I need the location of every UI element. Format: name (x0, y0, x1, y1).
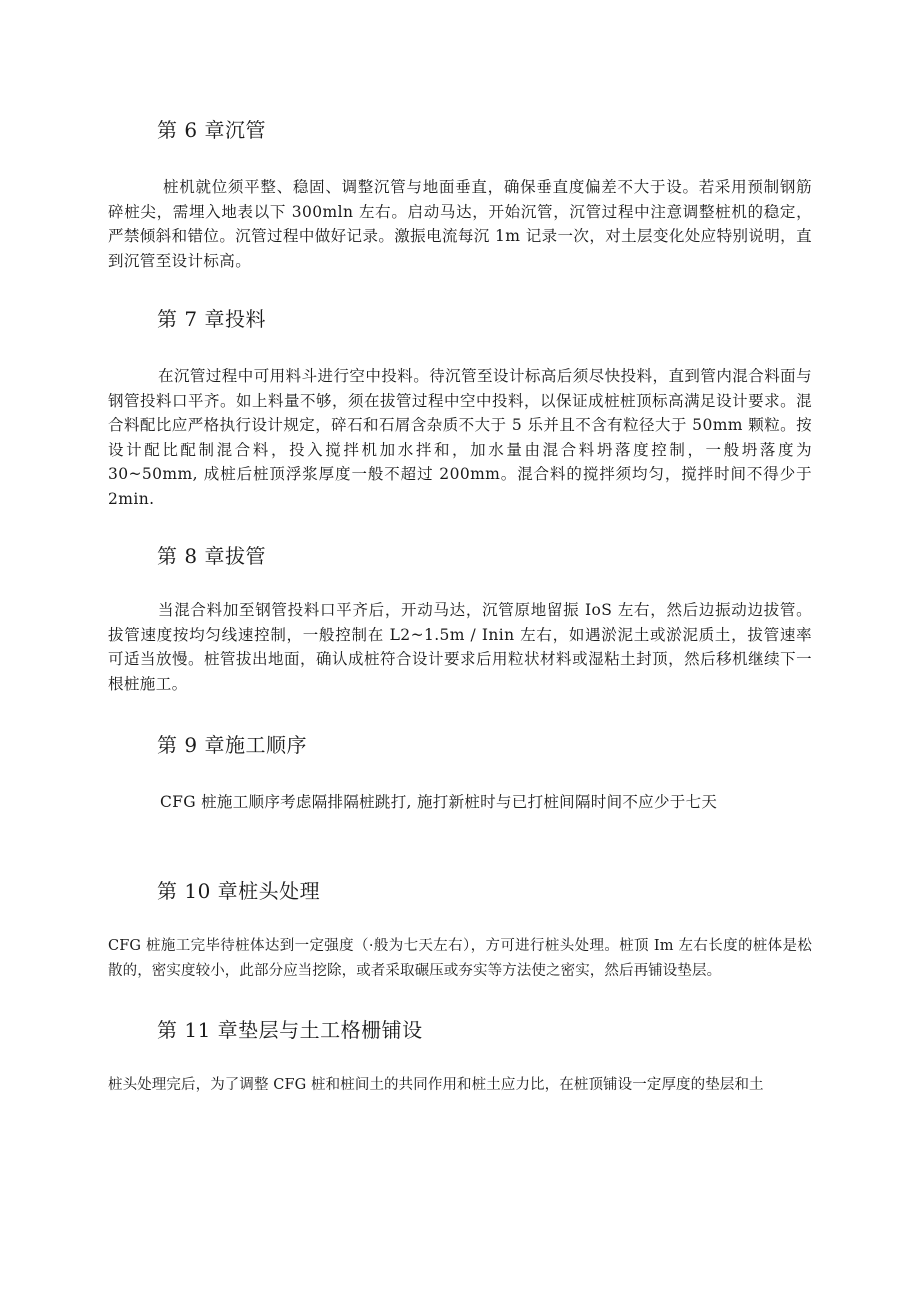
chapter-6-body: 桩机就位须平整、稳固、调整沉管与地面垂直，确保垂直度偏差不大于设。若采用预制钢筋碎桩尖，需埋入地表以下 300mln 左右。启动马达，开始沉管，沉管过程中注意调整桩机的稳定，严禁倾斜和错位。沉管过程中做好记录。激振电流每沉 1m 记录一次，对土层变化处应特别说明，直到沉管至设计标高。 (108, 178, 812, 270)
chapter-8-heading: 第 8 章拔管 (157, 544, 266, 568)
chapter-9-heading: 第 9 章施工顺序 (157, 733, 307, 757)
chapter-7-body: 在沉管过程中可用料斗进行空中投料。待沉管至设计标高后须尽快投料，直到管内混合料面与钢管投料口平齐。如上料量不够，须在拔管过程中空中投料，以保证成桩桩顶标高满足设计要求。混合料配比应严格执行设计规定，碎石和石屑含杂质不大于 5 乐并且不含有粒径大于 50mm 颗粒。按设计配比配制混合料，投入搅拌机加水拌和，加水量由混合料坍落度控制，一般坍落度为 30~50mm, 成桩后桩顶浮浆厚度一般不超过 200mm。混合料的搅拌须均匀，搅拌时间不得少于 2min. (108, 367, 812, 508)
chapter-6-heading: 第 6 章沉管 (157, 118, 266, 142)
chapter-9-body: CFG 桩施工顺序考虑隔排隔桩跳打, 施打新桩时与已打桩间隔时间不应少于七天 (160, 793, 718, 811)
chapter-10-heading: 第 10 章桩头处理 (157, 879, 321, 903)
chapter-8-body: 当混合料加至钢管投料口平齐后，开动马达，沉管原地留振 IoS 左右，然后边振动边拔管。拔管速度按均匀线速控制，一般控制在 L2~1.5m / Inin 左右，如遇淤泥土或淤泥质土，拔管速率可适当放慢。桩管拔出地面，确认成桩符合设计要求后用粒状材料或湿粘土封顶，然后移机继续下一根桩施工。 (108, 601, 812, 693)
chapter-10-body: CFG 桩施工完毕待桩体达到一定强度（·般为七天左右），方可进行桩头处理。桩顶 Im 左右长度的桩体是松散的，密实度较小，此部分应当挖除，或者采取碾压或夯实等方法使之密实，然后再铺设垫层。 (108, 938, 812, 979)
chapter-11-heading: 第 11 章垫层与土工格栅铺设 (157, 1018, 423, 1042)
chapter-7-heading: 第 7 章投料 (157, 307, 266, 331)
chapter-11-body: 桩头处理完后，为了调整 CFG 桩和桩间土的共同作用和桩土应力比，在桩顶铺设一定厚度的垫层和土 (108, 1077, 764, 1093)
